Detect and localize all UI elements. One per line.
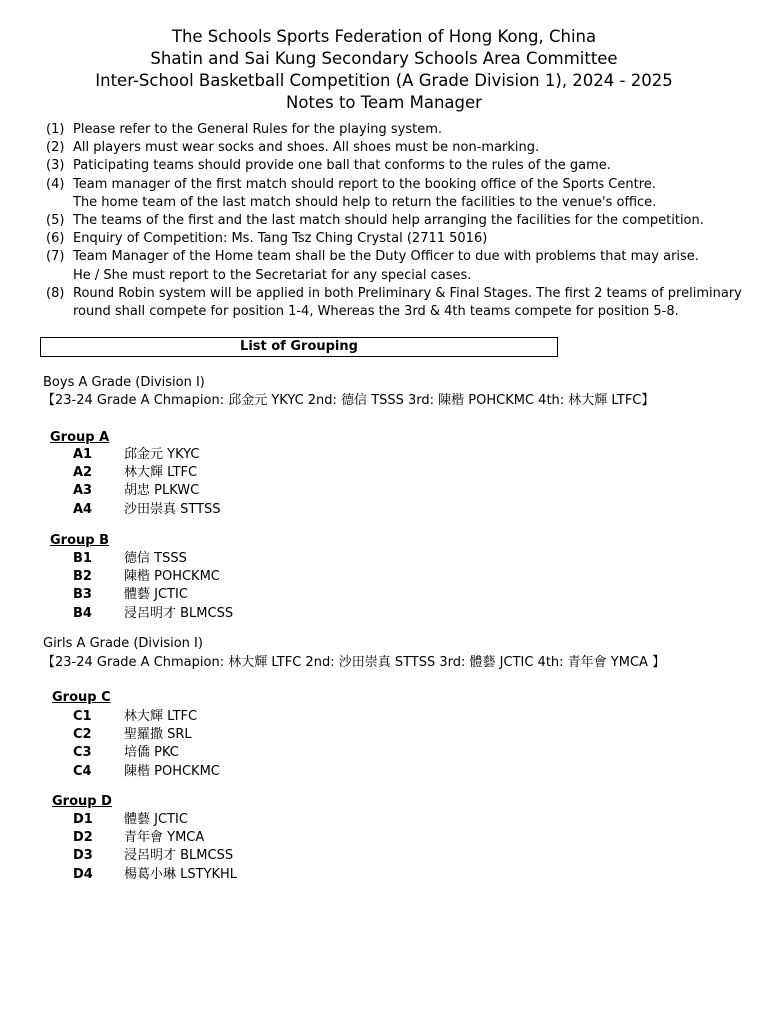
team-name: 楊葛小琳 LSTYKHL xyxy=(124,866,238,882)
note-number: (5) xyxy=(46,213,65,229)
team-name: 浸呂明才 BLMCSS xyxy=(124,848,234,864)
document-header xyxy=(0,26,768,114)
team-row xyxy=(73,464,221,482)
note-text-block xyxy=(73,176,656,212)
team-name: 培僑 PKC xyxy=(124,745,179,761)
team-name: 聖羅撒 SRL xyxy=(124,727,192,743)
note-number: (3) xyxy=(46,158,65,174)
team-row xyxy=(73,829,237,847)
note-text: Team manager of the first match should report to the booking office of the Sports Centre. xyxy=(73,176,656,192)
group-d-heading: Group D xyxy=(52,794,112,809)
boys-division-title: Boys A Grade (Division I) xyxy=(43,375,205,390)
girls-previous-champions: 【23-24 Grade A Chmapion: 林大輝 LTFC 2nd: 沙田崇真 STTSS 3rd: 體藝 JCTIC 4th: 青年會 YMCA 】 xyxy=(42,655,666,670)
team-code: B2 xyxy=(73,569,92,585)
team-code: D1 xyxy=(73,812,93,827)
note-text: Paticipating teams should provide one ball that conforms to the rules of the game. xyxy=(73,158,611,174)
note-text: Team Manager of the Home team shall be the Duty Officer to due with problems that may arise. xyxy=(73,249,699,265)
notes-list xyxy=(46,121,746,321)
team-code: C3 xyxy=(73,745,92,761)
team-code: D2 xyxy=(73,830,93,846)
note-number: (1) xyxy=(46,122,65,137)
note-text-continuation: round shall compete for position 1-4, Whereas the 3rd & 4th teams compete for position 5-8. xyxy=(73,304,679,320)
team-name: 浸呂明才 BLMCSS xyxy=(124,605,234,621)
team-name: 陳楷 POHCKMC xyxy=(124,569,220,585)
team-name: 胡忠 PLKWC xyxy=(124,483,200,499)
group-d-list xyxy=(73,811,237,884)
team-name: 林大輝 LTFC xyxy=(124,465,198,481)
team-row xyxy=(73,568,233,586)
header-competition: Inter-School Basketball Competition (A Grade Division 1), 2024 - 2025 xyxy=(95,71,673,90)
note-text: The teams of the first and the last match should help arranging the facilities for the competition. xyxy=(73,213,704,229)
team-code: C2 xyxy=(73,727,92,743)
team-code: A1 xyxy=(73,447,93,462)
header-federation: The Schools Sports Federation of Hong Kong, China xyxy=(171,27,597,46)
note-item xyxy=(46,176,746,212)
note-text: Round Robin system will be applied in both Preliminary & Final Stages. The first 2 teams of preliminary xyxy=(73,285,742,301)
team-row xyxy=(73,866,237,884)
team-code: A2 xyxy=(73,465,93,481)
team-code: D4 xyxy=(73,866,93,882)
team-name: 青年會 YMCA xyxy=(124,830,205,846)
team-row xyxy=(73,586,233,604)
note-text: All players must wear socks and shoes. All shoes must be non-marking. xyxy=(73,140,540,156)
team-code: B4 xyxy=(73,605,92,621)
note-text-continuation: He / She must report to the Secretariat for any special cases. xyxy=(73,267,472,283)
note-number: (6) xyxy=(46,231,65,247)
team-code: C1 xyxy=(73,709,92,724)
group-a-list xyxy=(73,446,221,519)
team-row xyxy=(73,811,237,829)
team-row xyxy=(73,501,221,519)
group-a-heading: Group A xyxy=(50,430,110,445)
team-row xyxy=(73,550,233,568)
team-code: B1 xyxy=(73,551,92,566)
header-notes-title: Notes to Team Manager xyxy=(286,93,482,112)
group-b-list xyxy=(73,550,233,623)
group-c-heading: Group C xyxy=(52,690,111,705)
girls-division-title: Girls A Grade (Division I) xyxy=(43,636,203,651)
team-code: D3 xyxy=(73,848,93,864)
note-number: (2) xyxy=(46,140,65,156)
team-name: 陳楷 POHCKMC xyxy=(124,763,220,779)
team-name: 體藝 JCTIC xyxy=(124,812,188,827)
note-text: Enquiry of Competition: Ms. Tang Tsz Ching Crystal (2711 5016) xyxy=(73,231,488,247)
team-name: 德信 TSSS xyxy=(124,551,187,566)
note-text: Please refer to the General Rules for the playing system. xyxy=(73,122,443,137)
team-code: B3 xyxy=(73,587,92,603)
note-item xyxy=(46,157,746,175)
note-item xyxy=(46,285,746,321)
group-c-list xyxy=(73,708,220,781)
team-name: 邱金元 YKYC xyxy=(124,447,200,462)
note-item xyxy=(46,139,746,157)
header-committee: Shatin and Sai Kung Secondary Schools Area Committee xyxy=(150,49,618,68)
team-name: 沙田崇真 STTSS xyxy=(124,501,221,517)
team-code: C4 xyxy=(73,763,92,779)
grouping-title-box: List of Grouping xyxy=(40,337,558,357)
group-b-heading: Group B xyxy=(50,533,110,548)
note-number: (4) xyxy=(46,176,65,192)
team-row xyxy=(73,482,221,500)
note-text-continuation: The home team of the last match should help to return the facilities to the venue's office. xyxy=(73,194,657,210)
team-code: A4 xyxy=(73,501,93,517)
note-text-block xyxy=(73,248,699,284)
team-code: A3 xyxy=(73,483,93,499)
boys-previous-champions: 【23-24 Grade A Chmapion: 邱金元 YKYC 2nd: 德信 TSSS 3rd: 陳楷 POHCKMC 4th: 林大輝 LTFC】 xyxy=(42,393,655,408)
note-number: (8) xyxy=(46,285,65,301)
team-row xyxy=(73,744,220,762)
note-item xyxy=(46,121,746,139)
team-row xyxy=(73,605,233,623)
note-text-block xyxy=(73,285,742,321)
note-item xyxy=(46,230,746,248)
team-name: 林大輝 LTFC xyxy=(124,709,198,724)
team-row xyxy=(73,446,221,464)
note-item xyxy=(46,248,746,284)
note-item xyxy=(46,212,746,230)
team-row xyxy=(73,708,220,726)
team-name: 體藝 JCTIC xyxy=(124,587,188,603)
note-number: (7) xyxy=(46,249,65,265)
team-row xyxy=(73,726,220,744)
team-row xyxy=(73,847,237,865)
team-row xyxy=(73,763,220,781)
